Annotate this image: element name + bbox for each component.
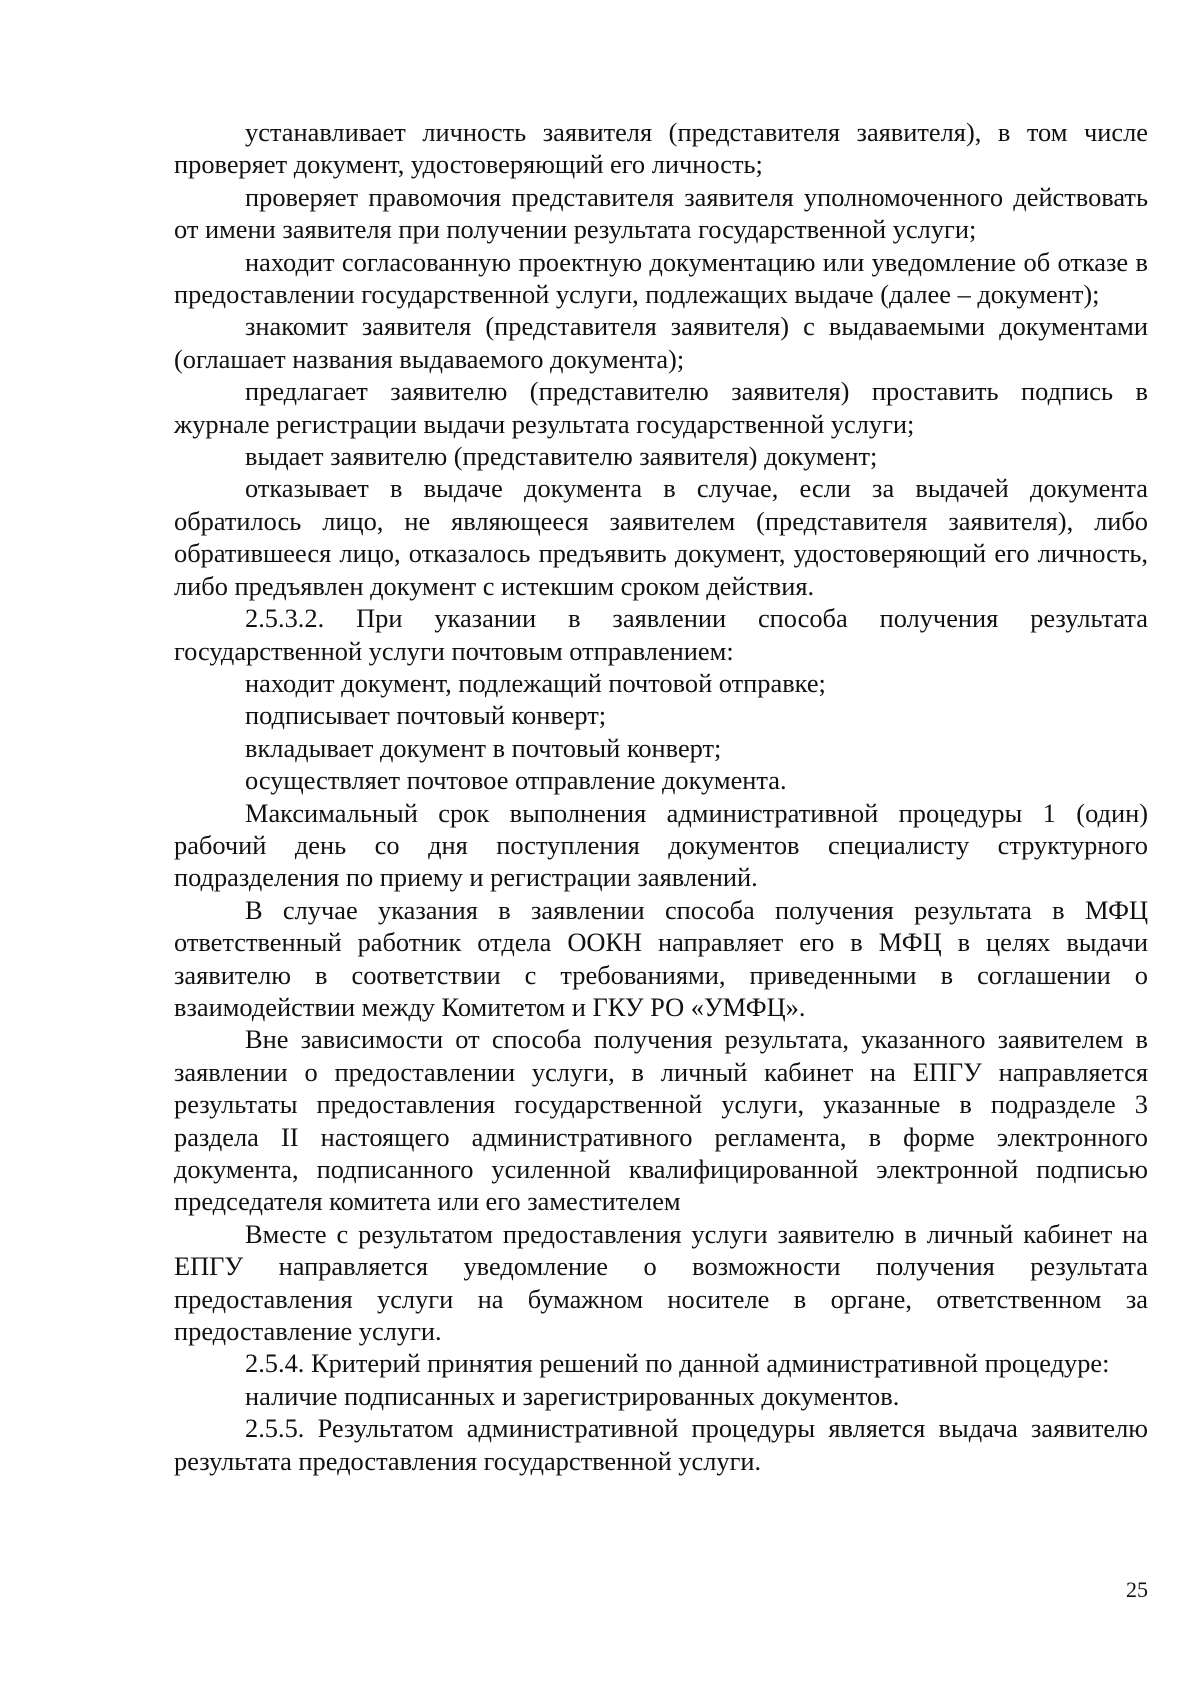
paragraph: Вне зависимости от способа получения результата, указанного заявителем в заявлении о предоставлении услуги, в личный кабинет на ЕПГУ направляется результаты предоставления государственной услуги, указанные в подразделе 3 раздела II настоящего административного регламента, в форме электронного документа, подписанного усиленной квалифицированной электронной подписью председателя комитета или его заместителем <box>174 1024 1148 1217</box>
paragraph: знакомит заявителя (представителя заявителя) с выдаваемыми документами (оглашает названия выдаваемого документа); <box>174 311 1148 374</box>
paragraph: В случае указания в заявлении способа получения результата в МФЦ ответственный работник отдела ООКН направляет его в МФЦ в целях выдачи заявителю в соответствии с требованиями, приведенными в соглашении о взаимодействии между Комитетом и ГКУ РО «УМФЦ». <box>174 894 1148 1022</box>
paragraph: Максимальный срок выполнения административной процедуры 1 (один) рабочий день со дня поступления документов специалисту структурного подразделения по приему и регистрации заявлений. <box>174 797 1148 893</box>
paragraph: наличие подписанных и зарегистрированных документов. <box>245 1380 900 1411</box>
paragraph: 2.5.5. Результатом административной процедуры является выдача заявителю результата предоставления государственной услуги. <box>174 1413 1148 1476</box>
paragraph: находит согласованную проектную документацию или уведомление об отказе в предоставлении государственной услуги, подлежащих выдаче (далее – документ); <box>174 246 1148 310</box>
paragraph: осуществляет почтовое отправление документа. <box>245 765 787 796</box>
paragraph: выдает заявителю (представителю заявителя) документ; <box>245 441 878 472</box>
page-number: 25 <box>1126 1577 1148 1602</box>
paragraph: 2.5.3.2. При указании в заявлении способа получения результата государственной услуги почтовым отправлением: <box>174 603 1148 666</box>
paragraph: Вместе с результатом предоставления услуги заявителю в личный кабинет на ЕПГУ направляется уведомление о возможности получения результата предоставления услуги на бумажном носителе в органе, ответственном за предоставление услуги. <box>174 1218 1148 1347</box>
paragraph: устанавливает личность заявителя (представителя заявителя), в том числе проверяет документ, удостоверяющий его личность; <box>174 117 1148 180</box>
paragraph: предлагает заявителю (представителю заявителя) проставить подпись в журнале регистрации выдачи результата государственной услуги; <box>174 376 1148 439</box>
paragraph: вкладывает документ в почтовый конверт; <box>245 732 722 763</box>
paragraph: находит документ, подлежащий почтовой отправке; <box>245 667 826 698</box>
paragraph: 2.5.4. Критерий принятия решений по данной административной процедуре: <box>245 1348 1110 1379</box>
document-body <box>174 116 1148 1477</box>
paragraph: проверяет правомочия представителя заявителя уполномоченного действовать от имени заявителя при получении результата государственной услуги; <box>174 181 1148 245</box>
paragraph: подписывает почтовый конверт; <box>245 700 607 731</box>
paragraph: отказывает в выдаче документа в случае, если за выдачей документа обратилось лицо, не являющееся заявителем (представителя заявителя), либо обратившееся лицо, отказалось предъявить документ, удостоверяющий его личность, либо предъявлен документ с истекшим сроком действия. <box>174 473 1148 601</box>
